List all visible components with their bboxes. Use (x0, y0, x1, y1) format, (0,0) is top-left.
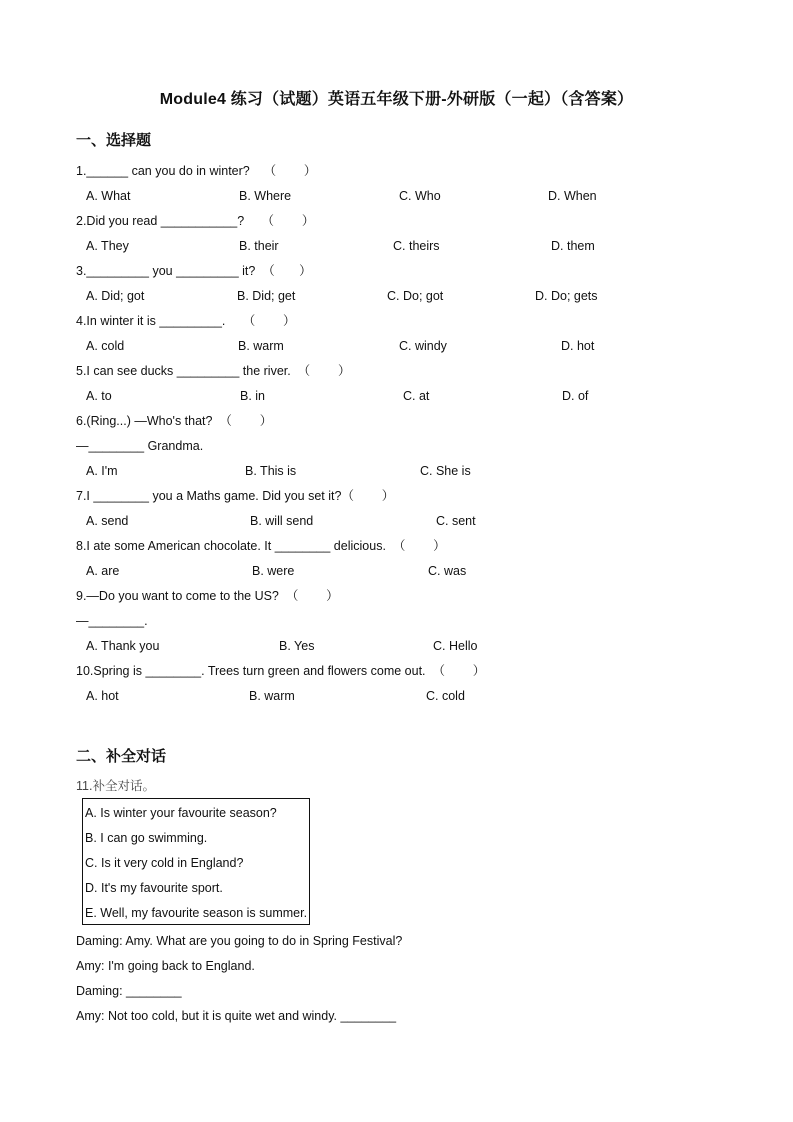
option: A. hot (86, 689, 119, 703)
option: C. Hello (433, 639, 478, 653)
box-option: B. I can go swimming. (85, 831, 208, 845)
section-heading-choice: 一、选择题 (76, 132, 152, 149)
question-stem: 8.I ate some American chocolate. It ________ delicious. （ ） (76, 539, 446, 553)
dialogue-line: Daming: ________ (76, 984, 182, 998)
option: A. Thank you (86, 639, 160, 653)
question-stem: 7.I ________ you a Maths game. Did you set it?（ ） (76, 489, 395, 503)
question-stem: 11.补全对话。 (76, 779, 155, 793)
question-stem-reply: —________. (76, 614, 148, 628)
option: B. Yes (279, 639, 315, 653)
option: C. was (428, 564, 467, 578)
box-option: D. It's my favourite sport. (85, 881, 223, 895)
option: D. hot (561, 339, 595, 353)
box-option: E. Well, my favourite season is summer. (85, 906, 308, 920)
question-stem: 6.(Ring...) —Who's that? （ ） (76, 414, 273, 428)
option: B. warm (249, 689, 295, 703)
option: C. cold (426, 689, 465, 703)
question-stem: 5.I can see ducks _________ the river. （ ） (76, 364, 351, 378)
option: C. sent (436, 514, 476, 528)
box-option: C. Is it very cold in England? (85, 856, 244, 870)
dialogue-line: Amy: I'm going back to England. (76, 959, 255, 973)
dialogue-line: Daming: Amy. What are you going to do in Spring Festival? (76, 934, 403, 948)
option: B. will send (250, 514, 314, 528)
option: D. them (551, 239, 595, 253)
question-stem: 1.______ can you do in winter? （ ） (76, 164, 317, 178)
option: B. Did; get (237, 289, 296, 303)
question-stem: 9.—Do you want to come to the US? （ ） (76, 589, 339, 603)
question-stem: 4.In winter it is _________. （ ） (76, 314, 296, 328)
option: B. were (252, 564, 295, 578)
option: C. theirs (393, 239, 440, 253)
option: B. This is (245, 464, 297, 478)
option: A. are (86, 564, 120, 578)
option: A. What (86, 189, 131, 203)
option: B. warm (238, 339, 284, 353)
option: A. to (86, 389, 112, 403)
section-heading-dialogue: 二、补全对话 (76, 748, 167, 765)
options-box (82, 798, 310, 925)
option: A. I'm (86, 464, 118, 478)
question-stem: 2.Did you read ___________? （ ） (76, 214, 315, 228)
option: C. Who (399, 189, 441, 203)
question-stem-reply: —________ Grandma. (76, 439, 204, 453)
option: B. Where (239, 189, 292, 203)
option: C. at (403, 389, 430, 403)
option: C. windy (399, 339, 447, 353)
question-stem: 3._________ you _________ it? （ ） (76, 264, 312, 278)
option: C. Do; got (387, 289, 444, 303)
option: D. Do; gets (535, 289, 598, 303)
option: D. of (562, 389, 589, 403)
option: C. She is (420, 464, 471, 478)
option: A. Did; got (86, 289, 145, 303)
dialogue-line: Amy: Not too cold, but it is quite wet and windy. ________ (76, 1009, 397, 1023)
option: B. their (239, 239, 279, 253)
option: A. They (86, 239, 129, 253)
box-option: A. Is winter your favourite season? (85, 806, 277, 820)
option: A. cold (86, 339, 125, 353)
option: B. in (240, 389, 266, 403)
page-title: Module4 练习（试题）英语五年级下册-外研版（一起）（含答案） (159, 91, 634, 108)
option: D. When (548, 189, 597, 203)
question-stem: 10.Spring is ________. Trees turn green and flowers come out. （ ） (76, 664, 486, 678)
option: A. send (86, 514, 129, 528)
